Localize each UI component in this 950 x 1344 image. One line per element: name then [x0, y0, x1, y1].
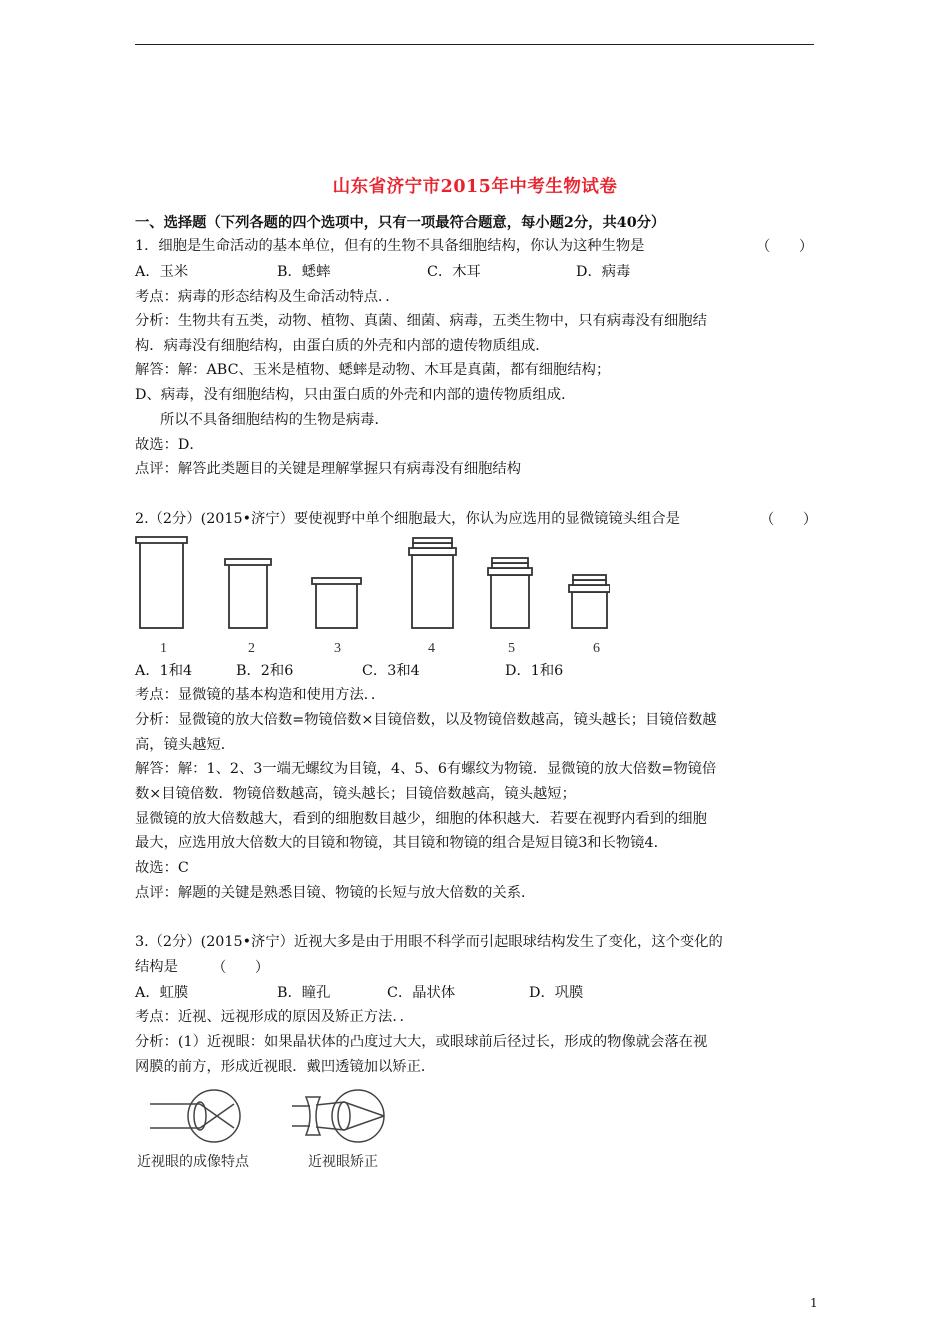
q3-option-d: D．巩膜: [529, 985, 584, 1001]
q1-answer: 故选：D．: [135, 437, 204, 453]
lens-6: [572, 592, 607, 628]
q2-comment: 点评：解题的关键是熟悉目镜、物镜的长短与放大倍数的关系．: [135, 885, 536, 901]
lens-label-1: 1: [160, 641, 167, 656]
q1-fenxi-line2: 构．病毒没有细胞结构，由蛋白质的外壳和内部的遗传物质组成．: [135, 338, 550, 354]
q3-kaodian: 考点：近视、远视形成的原因及矫正方法．．: [135, 1009, 414, 1025]
lens-label-4: 4: [428, 641, 435, 656]
q3-answer-paren: （ ）: [212, 960, 270, 976]
q2-fenxi-line2: 高，镜头越短．: [135, 737, 236, 753]
q3-option-c: C．晶状体: [387, 985, 456, 1001]
lens-label-2: 2: [248, 641, 255, 656]
lens-2: [229, 563, 267, 628]
q1-option-d: D．病毒: [576, 264, 631, 280]
lens-label-6: 6: [593, 641, 600, 656]
lens-label-5: 5: [508, 641, 515, 656]
q2-option-c: C．3和4: [362, 663, 420, 679]
q1-option-a: A．玉米: [135, 264, 189, 280]
q1-jieda-line2: D、病毒，没有细胞结构，只由蛋白质的外壳和内部的遗传物质组成．: [135, 387, 576, 403]
q2-fenxi-line1: 分析：显微镜的放大倍数=物镜倍数×目镜倍数，以及物镜倍数越高，镜头越长；目镜倍数越: [135, 712, 717, 728]
q3-fenxi-line2: 网膜的前方，形成近视眼．戴凹透镜加以矫正．: [135, 1059, 436, 1075]
q2-option-a: A．1和4: [135, 663, 193, 679]
q2-answer-paren: （ ）: [760, 512, 818, 528]
q1-comment: 点评：解答此类题目的关键是理解掌握只有病毒没有细胞结构: [135, 461, 522, 477]
q1-answer-paren: （ ）: [756, 239, 814, 255]
q3-option-b: B．瞳孔: [277, 985, 331, 1001]
q1-stem: 1．细胞是生命活动的基本单位，但有的生物不具备细胞结构，你认为这种生物是: [135, 238, 645, 254]
q2-option-b: B．2和6: [236, 663, 294, 679]
q1-option-b: B．蟋蟀: [277, 264, 331, 280]
page-number: 1: [810, 1296, 818, 1310]
q3-option-a: A．虹膜: [135, 985, 189, 1001]
q3-fenxi-line1: 分析：(1）近视眼：如果晶状体的凸度过大大，或眼球前后径过长，形成的物像就会落在视: [135, 1034, 708, 1050]
q3-stem-line1: 3.（2分）(2015•济宁）近视大多是由于用眼不科学而引起眼球结构发生了变化，这个变化的: [135, 934, 723, 950]
lens-1: [140, 540, 183, 628]
page-title: 山东省济宁市2015年中考生物试卷: [332, 177, 618, 197]
q2-stem: 2.（2分）(2015•济宁）要使视野中单个细胞最大，你认为应选用的显微镜镜头组合是: [135, 511, 680, 527]
lens-label-3: 3: [334, 641, 341, 656]
myopia-caption: 近视眼的成像特点: [137, 1154, 249, 1170]
q2-jieda-line1: 解答：解：1、2、3一端无螺纹为目镜，4、5、6有螺纹为物镜．显微镜的放大倍数=物镜倍: [135, 761, 717, 777]
q1-fenxi-line1: 分析：生物共有五类，动物、植物、真菌、细菌、病毒，五类生物中，只有病毒没有细胞结: [135, 313, 707, 329]
header-rule: [135, 44, 814, 45]
lens-figure: [130, 530, 610, 640]
q2-jieda-line4: 最大，应选用放大倍数大的目镜和物镜，其目镜和物镜的组合是短目镜3和长物镜4．: [135, 835, 668, 851]
q1-jieda-line3: 所以不具备细胞结构的生物是病毒．: [160, 412, 389, 428]
lens-4: [412, 555, 453, 628]
myopia-eye-diagram: [148, 1085, 258, 1147]
q2-answer: 故选：C: [135, 860, 189, 876]
section-heading: 一、选择题（下列各题的四个选项中，只有一项最符合题意，每小题2分，共40分）: [135, 215, 666, 231]
q1-option-c: C．木耳: [427, 264, 481, 280]
lens-3: [316, 582, 357, 628]
lens-5: [491, 575, 529, 628]
q2-jieda-line3: 显微镜的放大倍数越大，看到的细胞数目越少，细胞的体积越大．若要在视野内看到的细胞: [135, 811, 707, 827]
q1-kaodian: 考点：病毒的形态结构及生命活动特点．．: [135, 289, 400, 305]
q2-jieda-line2: 数×目镜倍数．物镜倍数越高，镜头越长；目镜倍数越高，镜头越短；: [135, 786, 576, 802]
correction-caption: 近视眼矫正: [308, 1154, 378, 1170]
q2-option-d: D．1和6: [505, 663, 564, 679]
myopia-correction-diagram: [290, 1085, 400, 1147]
q3-stem-line2: 结构是: [135, 959, 178, 975]
q2-kaodian: 考点：显微镜的基本构造和使用方法．．: [135, 687, 386, 703]
q1-jieda-line1: 解答：解：ABC、玉米是植物、蟋蟀是动物、木耳是真菌，都有细胞结构；: [135, 362, 611, 378]
